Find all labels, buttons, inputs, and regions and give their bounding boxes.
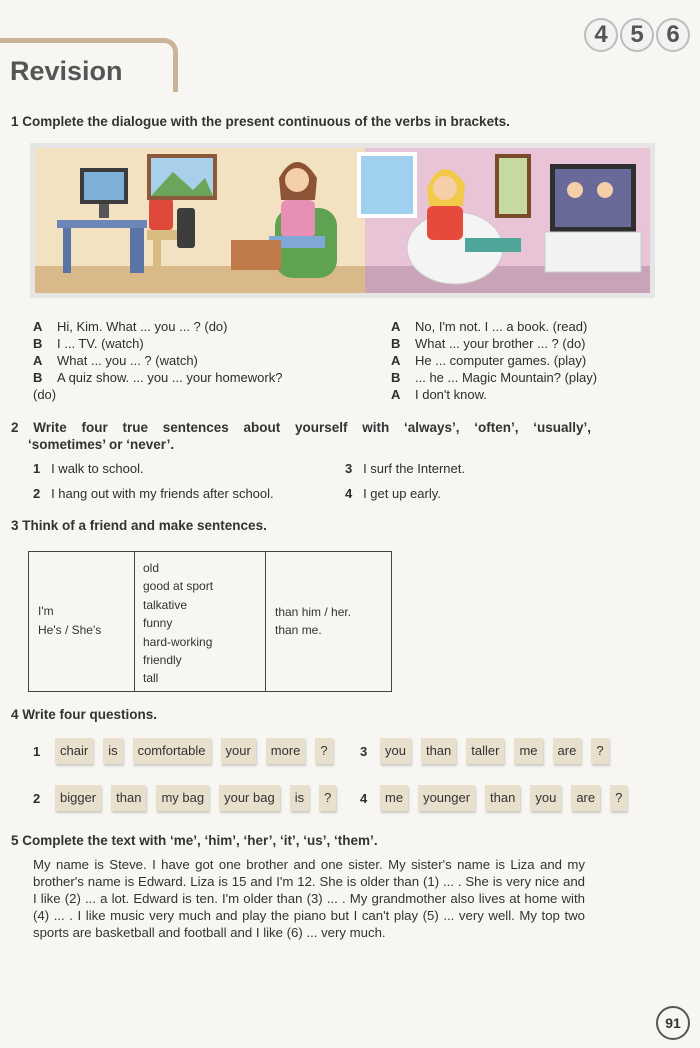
item-number: 4	[345, 486, 353, 501]
dialogue-line	[33, 369, 282, 386]
item-number: 1	[33, 743, 41, 759]
dialogue-text: What ... your brother ... ? (do)	[415, 336, 586, 351]
word-tile: you	[380, 738, 411, 764]
item-text: I surf the Internet.	[363, 461, 465, 476]
dialogue-line	[391, 335, 597, 352]
table-cell: than me.	[275, 623, 322, 637]
dialogue-line	[33, 335, 282, 352]
item-number: 4	[360, 790, 368, 806]
unit-badge: 5	[620, 18, 654, 52]
exercise-4-title: 4 Write four questions.	[11, 707, 158, 722]
dialogue-text: I don't know.	[415, 387, 487, 402]
word-tile: than	[111, 785, 146, 811]
dialogue-line	[33, 318, 282, 335]
table-cell: talkative	[143, 597, 188, 612]
word-tile: your bag	[219, 785, 280, 811]
page-number: 91	[656, 1006, 690, 1040]
phone-call-scene-picture	[35, 148, 650, 293]
table-cell: funny	[143, 616, 173, 631]
dialogue-line	[391, 386, 597, 403]
question-row	[33, 738, 333, 764]
speaker-label: A	[33, 353, 43, 368]
word-tile: bigger	[55, 785, 101, 811]
dialogue-text: (do)	[33, 387, 57, 402]
speaker-label: A	[33, 319, 43, 334]
dialogue-text: What ... you ... ? (watch)	[57, 353, 198, 368]
question-row	[33, 785, 336, 811]
word-tile: me	[514, 738, 542, 764]
word-tile: are	[571, 785, 600, 811]
exercise-2-title-line1: 2 Write four true sentences about yourself with ‘always’, ‘often’, ‘usually’,	[11, 420, 591, 435]
speaker-label: B	[33, 336, 43, 351]
exercise-2-title-line2: ‘sometimes’ or ‘never’.	[28, 437, 175, 452]
exercise-5-title: 5 Complete the text with ‘me’, ‘him’, ‘her’, ‘it’, ‘us’, ‘them’.	[11, 833, 378, 848]
sentence-item	[33, 486, 274, 501]
exercise-3-title: 3 Think of a friend and make sentences.	[11, 518, 267, 533]
item-number: 3	[345, 461, 353, 476]
gap-fill-text: My name is Steve. I have got one brother and one sister. My sister's name is Liza and my brother's name is Edward. Liza is 15 and I'm 12. She is older than (1) ... . She is very nice and I like (2) ... a lot. Edward is ten. I'm older than (3) ... . My grandmother also lives at home with (4) ... . I like music very much and play the piano but I can't play (5) ... very well. My top two sports are basketball and football and I like (6) ... very much.	[33, 857, 585, 941]
dialogue-line	[33, 352, 282, 369]
table-cell: than him / her.	[275, 605, 352, 619]
table-cell: good at sport	[143, 579, 214, 594]
sentence-item	[33, 461, 144, 476]
unit-badge: 4	[584, 18, 618, 52]
word-tile: ?	[315, 738, 332, 764]
dialogue-text: No, I'm not. I ... a book. (read)	[415, 319, 588, 334]
word-tile: your	[221, 738, 256, 764]
word-tiles	[55, 738, 333, 764]
exercise-1-title: 1 Complete the dialogue with the present continuous of the verbs in brackets.	[11, 114, 510, 129]
table-cell: hard-working	[143, 634, 213, 649]
item-text: I walk to school.	[51, 461, 144, 476]
word-tile: comfortable	[133, 738, 211, 764]
sentence-item	[345, 486, 441, 501]
item-number: 1	[33, 461, 41, 476]
sentence-table	[28, 551, 392, 692]
page-title: Revision	[10, 56, 123, 86]
sentence-item	[345, 461, 465, 476]
question-row	[360, 738, 609, 764]
speaker-label: A	[391, 319, 401, 334]
word-tile: than	[421, 738, 456, 764]
dialogue-right-column	[391, 318, 597, 403]
word-tile: younger	[418, 785, 475, 811]
item-number: 3	[360, 743, 368, 759]
dialogue-text: ... he ... Magic Mountain? (play)	[415, 370, 598, 385]
table-cell: tall	[143, 671, 159, 686]
dialogue-line	[391, 369, 597, 386]
word-tile: my bag	[156, 785, 209, 811]
unit-badges	[584, 18, 690, 52]
speaker-label: B	[391, 336, 401, 351]
speaker-label: B	[33, 370, 43, 385]
item-number: 2	[33, 790, 41, 806]
dialogue-text: I ... TV. (watch)	[57, 336, 144, 351]
item-number: 2	[33, 486, 41, 501]
dialogue-illustration	[30, 143, 655, 298]
table-cell: He's / She's	[38, 623, 102, 637]
table-column-adjectives	[135, 552, 266, 691]
table-cell: friendly	[143, 653, 182, 668]
table-column-subject	[29, 552, 135, 691]
word-tiles	[380, 738, 609, 764]
word-tile: is	[103, 738, 122, 764]
unit-badge: 6	[656, 18, 690, 52]
word-tiles	[55, 785, 336, 811]
table-column-comparison	[266, 552, 391, 691]
word-tile: you	[530, 785, 561, 811]
speaker-label: B	[391, 370, 401, 385]
speaker-label: A	[391, 387, 401, 402]
word-tile: ?	[610, 785, 627, 811]
word-tile: more	[266, 738, 306, 764]
word-tile: is	[290, 785, 309, 811]
word-tiles	[380, 785, 627, 811]
word-tile: me	[380, 785, 408, 811]
item-text: I get up early.	[363, 486, 441, 501]
item-text: I hang out with my friends after school.	[51, 486, 274, 501]
word-tile: ?	[591, 738, 608, 764]
word-tile: ?	[319, 785, 336, 811]
word-tile: chair	[55, 738, 93, 764]
table-cell: old	[143, 561, 160, 575]
speaker-label: A	[391, 353, 401, 368]
word-tile: are	[553, 738, 582, 764]
word-tile: taller	[466, 738, 504, 764]
dialogue-line	[33, 386, 282, 403]
dialogue-text: Hi, Kim. What ... you ... ? (do)	[57, 319, 228, 334]
dialogue-text: A quiz show. ... you ... your homework?	[57, 370, 283, 385]
dialogue-line	[391, 318, 597, 335]
dialogue-text: He ... computer games. (play)	[415, 353, 587, 368]
dialogue-left-column	[33, 318, 282, 403]
dialogue-line	[391, 352, 597, 369]
question-row	[360, 785, 627, 811]
table-cell: I'm	[38, 604, 54, 618]
word-tile: than	[485, 785, 520, 811]
